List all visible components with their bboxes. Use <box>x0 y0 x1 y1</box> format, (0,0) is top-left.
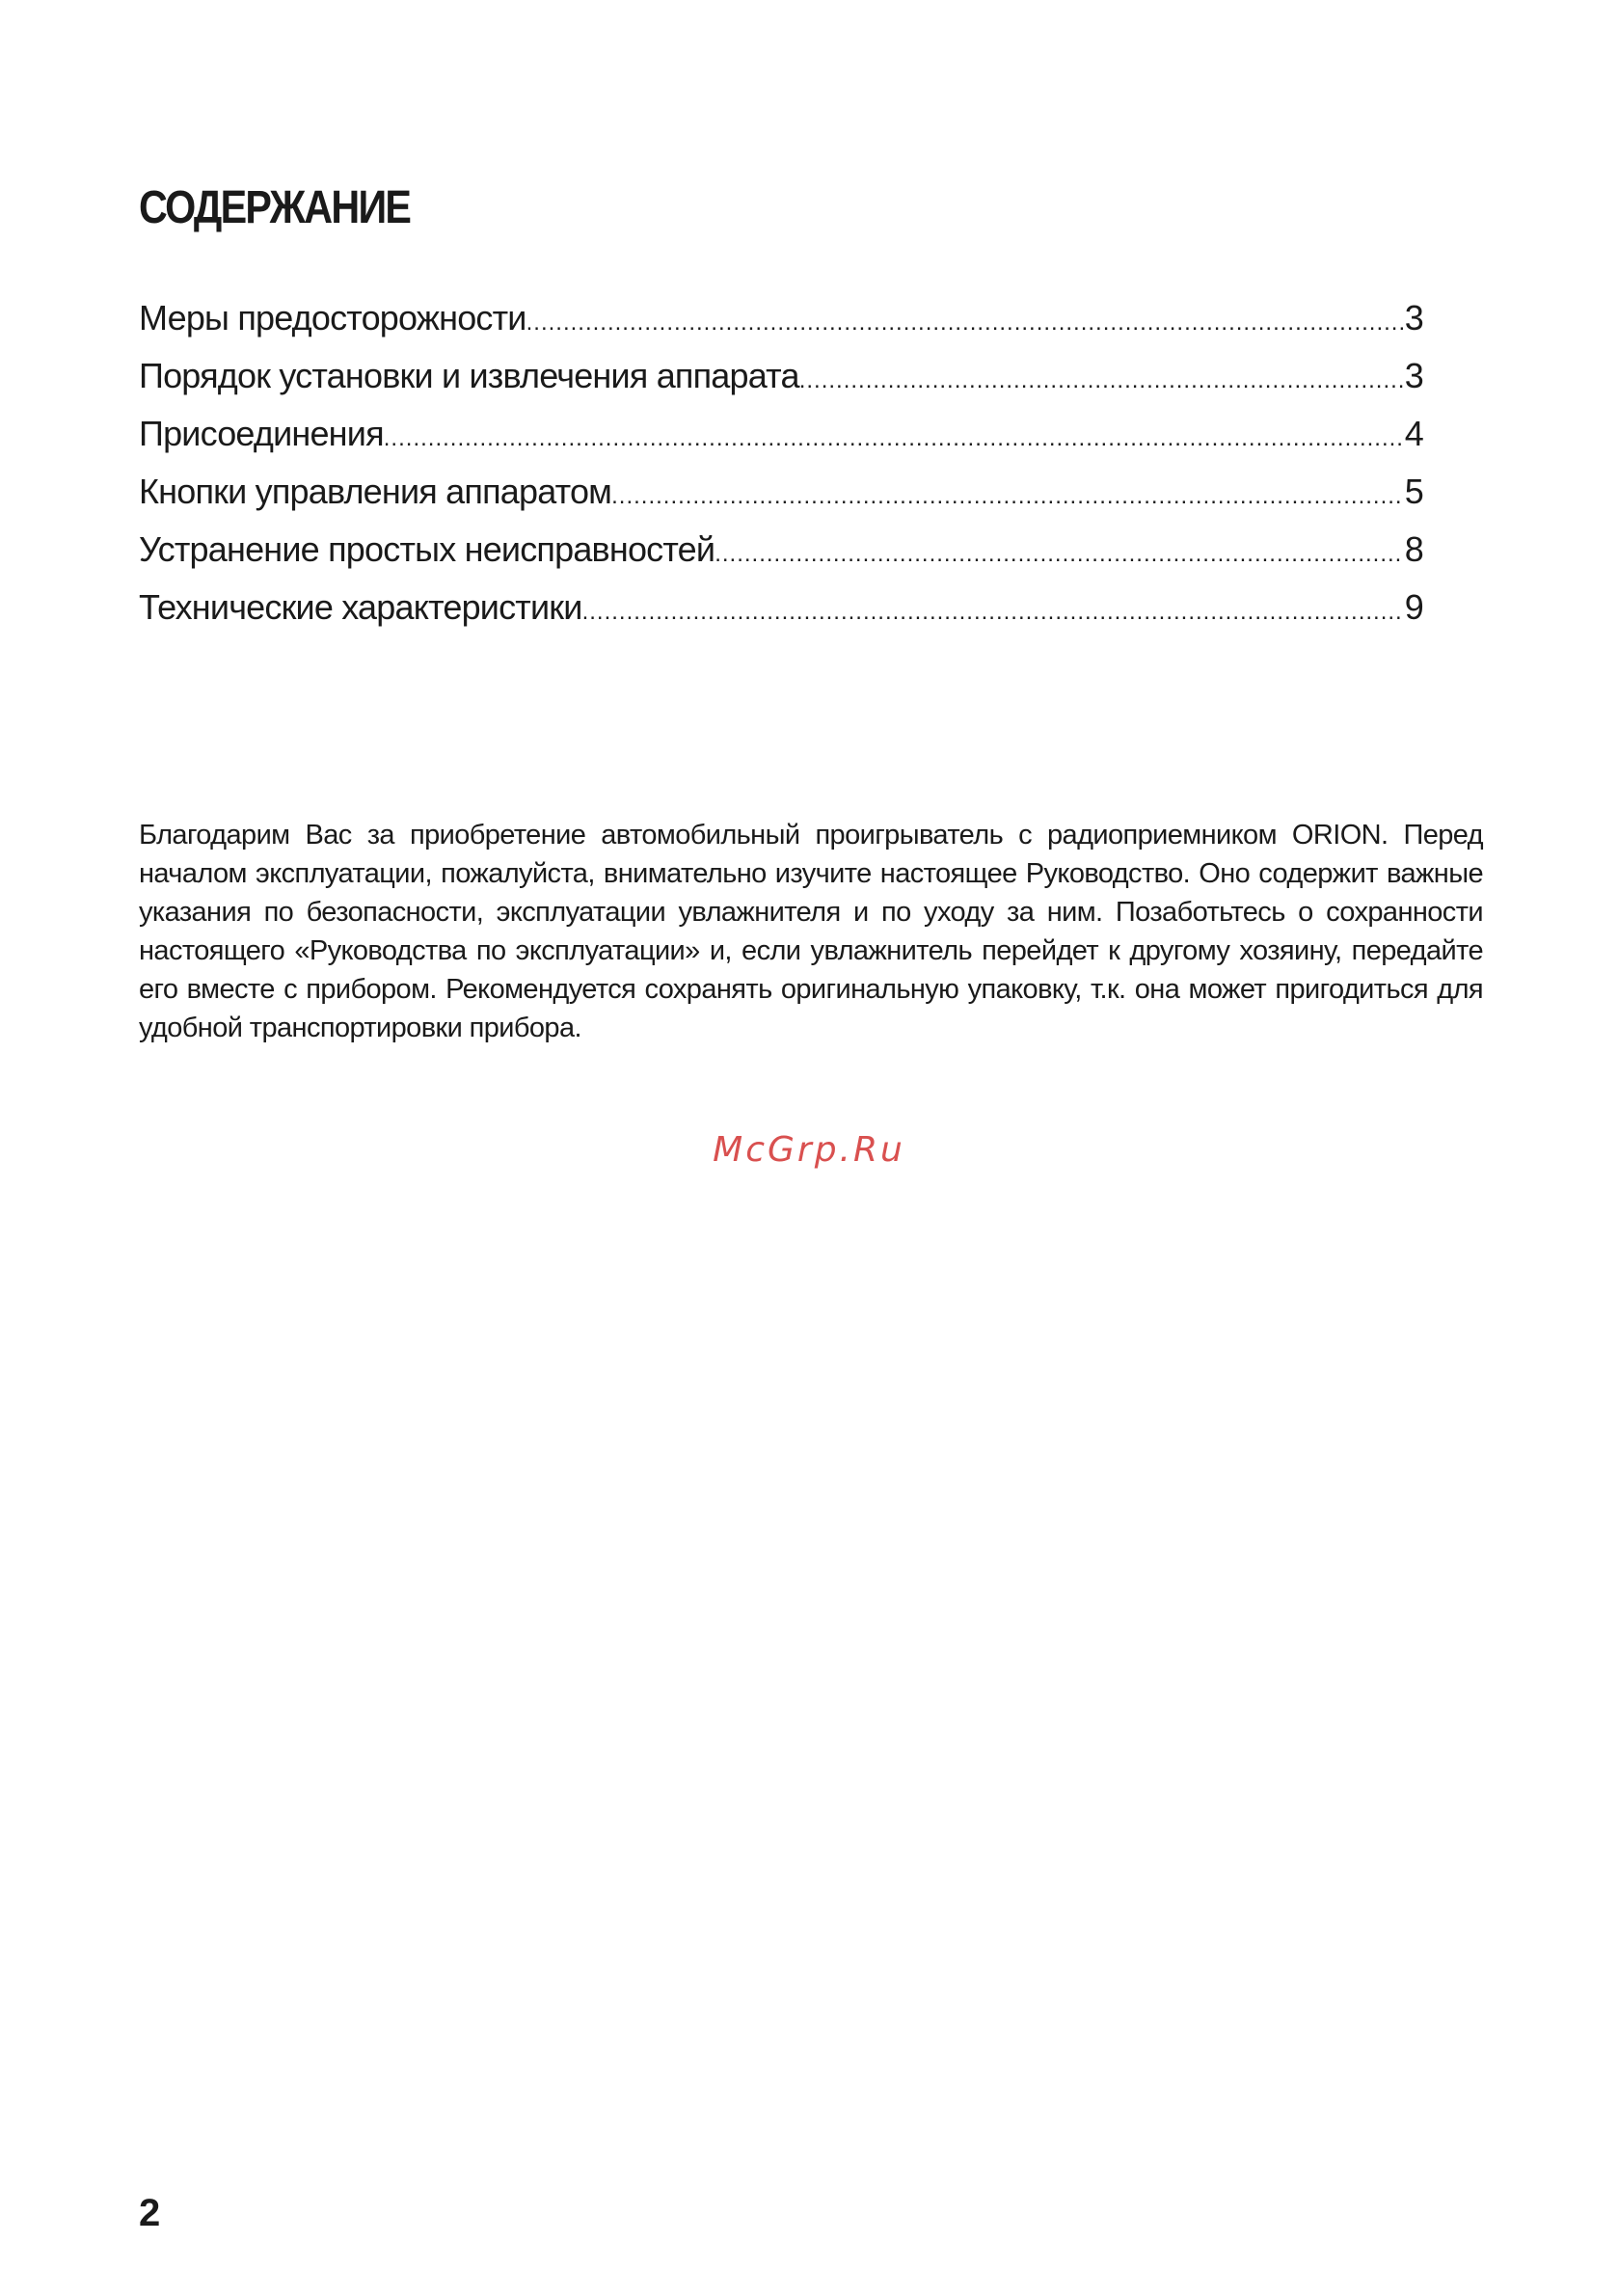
toc-dot-leader <box>526 294 1403 352</box>
toc-entry-title: Кнопки управления аппаратом <box>139 472 612 511</box>
toc-entry-page: 8 <box>1404 529 1423 569</box>
toc-entry-title: Меры предосторожности <box>139 298 526 338</box>
toc-entry-title: Устранение простых неисправностей <box>139 529 715 569</box>
toc-dot-leader <box>799 352 1403 410</box>
toc-entry-page: 3 <box>1404 298 1423 338</box>
toc-entry <box>139 463 1423 521</box>
toc-dot-leader <box>582 583 1403 641</box>
toc-entry <box>139 347 1423 405</box>
page-title: СОДЕРЖАНИЕ <box>139 182 411 233</box>
table-of-contents <box>139 289 1423 636</box>
page-number: 2 <box>139 2192 161 2234</box>
toc-entry-page: 9 <box>1404 587 1423 627</box>
toc-entry <box>139 289 1423 347</box>
toc-entry-title: Технические характеристики <box>139 587 582 627</box>
toc-entry-title: Присоединения <box>139 414 384 453</box>
toc-entry-page: 4 <box>1404 414 1423 453</box>
toc-dot-leader <box>384 410 1403 468</box>
toc-entry-page: 3 <box>1404 356 1423 395</box>
toc-dot-leader <box>611 468 1403 526</box>
toc-dot-leader <box>715 526 1403 583</box>
toc-entry-page: 5 <box>1404 472 1423 511</box>
watermark: McGrp.Ru <box>713 1130 905 1170</box>
toc-entry-title: Порядок установки и извлечения аппарата <box>139 356 799 395</box>
toc-entry <box>139 405 1423 463</box>
toc-entry <box>139 521 1423 579</box>
toc-entry <box>139 579 1423 636</box>
intro-paragraph: Благодарим Вас за приобретение автомобильный проигрыватель с радиоприемником ORION. Перед началом эксплуатации, пожалуйста, внимательно изучите настоящее Руководство. Оно содержит важные указания по безопасности, эксплуатации увлажнителя и по уходу за ним. Позаботьтесь о сохранности настоящего «Руководства по эксплуатации» и, если увлажнитель перейдет к другому хозяину, передайте его вместе с прибором. Рекомендуется сохранять оригинальную упаковку, т.к. она может пригодиться для удобной транспортировки прибора. <box>139 820 1483 1043</box>
